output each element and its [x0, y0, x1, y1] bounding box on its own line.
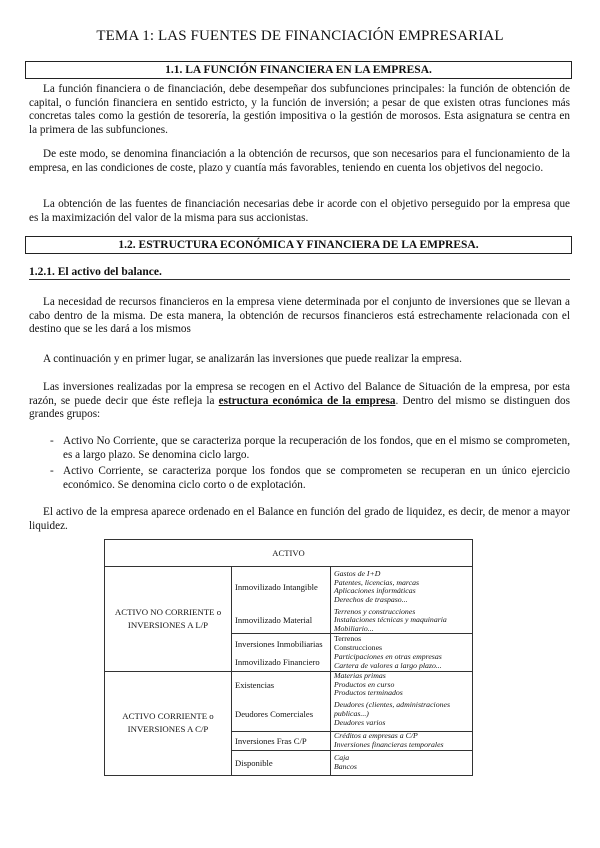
text-run: Las inversiones realizadas por la empresa se recogen en el Activo del Balance de Situación de la empresa, por esta razón, se puede decir que éste refleja la	[29, 381, 570, 407]
balance-asset-table	[104, 539, 473, 776]
list-item	[50, 465, 570, 492]
asset-item: Créditos a empresas a C/P	[334, 730, 418, 740]
asset-item: Instalaciones técnicas y maquinaria	[334, 615, 447, 625]
asset-item: Mobiliario...	[334, 623, 374, 633]
paragraph: A continuación y en primer lugar, se analizarán las inversiones que puede realizar la empresa.	[43, 353, 462, 365]
asset-item: Terrenos	[334, 633, 362, 643]
asset-item: Bancos	[334, 761, 357, 771]
group-label-line: INVERSIONES A L/P	[127, 620, 209, 631]
asset-item: Deudores varios	[334, 717, 386, 727]
asset-item: publicas...)	[334, 709, 369, 719]
section-heading-2: 1.2. ESTRUCTURA ECONÓMICA Y FINANCIERA DE LA EMPRESA.	[25, 236, 572, 254]
asset-items	[331, 634, 473, 653]
asset-item: Gastos de I+D	[334, 569, 381, 579]
asset-item: Productos terminados	[334, 688, 403, 698]
paragraph: El activo de la empresa aparece ordenado en el Balance en función del grado de liquidez, es decir, de menor a mayor liquidez.	[29, 506, 570, 532]
asset-item: Inversiones financieras temporales	[334, 739, 444, 749]
asset-item: Cartera de valores a largo plazo...	[334, 661, 442, 671]
paragraph	[29, 381, 570, 422]
list-item-text: Activo Corriente, se caracteriza porque los fondos que se comprometen se recuperan en un único ejercicio económico. Se denomina ciclo corto o de explotación.	[63, 465, 570, 491]
list-item	[50, 435, 570, 462]
noncurrent-group-label	[105, 567, 232, 672]
current-group-label	[105, 672, 232, 775]
asset-item: Deudores (clientes, administraciones	[334, 700, 450, 710]
asset-category: Existencias	[232, 672, 331, 698]
bullet-dash: -	[50, 435, 54, 447]
asset-category: Disponible	[232, 750, 331, 775]
group-label-line: ACTIVO CORRIENTE o	[122, 711, 214, 722]
paragraph: La función financiera o de financiación, debe desempeñar dos subfunciones principales: la función de obtención de capital, o función financiera en sentido estricto, y la función de inversión; a pesar de que existen otras funciones más concretas tales como la gestión de tesorería, la gestión impositiva o la gestión de morosos. Esta asignatura se centra en la primera de las subfunciones.	[29, 83, 570, 137]
asset-category: Deudores Comerciales	[232, 698, 331, 731]
asset-items	[331, 750, 473, 775]
asset-items	[331, 698, 473, 731]
asset-item: Materias primas	[334, 671, 386, 681]
asset-category: Inmovilizado Intangible	[232, 567, 331, 608]
group-label-line: INVERSIONES A C/P	[127, 724, 209, 735]
asset-item: Aplicaciones informáticas	[334, 586, 416, 596]
asset-items	[331, 731, 473, 750]
asset-item: Terrenos y construcciones	[334, 606, 416, 616]
asset-items	[331, 672, 473, 698]
asset-items	[331, 653, 473, 672]
bullet-dash: -	[50, 465, 54, 477]
emphasized-term: estructura económica de la empresa	[218, 394, 396, 407]
group-label-line: ACTIVO NO CORRIENTE o	[114, 607, 222, 618]
list-item-text: Activo No Corriente, que se caracteriza porque la recuperación de los fondos, que en el mismo se comprometen, es a largo plazo. Se denomina ciclo largo.	[63, 435, 570, 461]
asset-item: Caja	[334, 752, 350, 762]
section-heading-1: 1.1. LA FUNCIÓN FINANCIERA EN LA EMPRESA.	[25, 61, 572, 79]
asset-category: Inversiones Fras C/P	[232, 731, 331, 750]
paragraph: La obtención de las fuentes de financiación necesarias debe ir acorde con el objetivo perseguido por la empresa que es la maximización del valor de la misma para sus accionistas.	[29, 198, 570, 224]
asset-items	[331, 608, 473, 634]
paragraph: De este modo, se denomina financiación a la obtención de recursos, que son necesarios para el funcionamiento de la empresa, en las condiciones de coste, plazo y cuantía más favorables, teniendo en cuenta los objetivos del negocio.	[29, 148, 570, 174]
asset-item: Productos en curso	[334, 679, 395, 689]
text-run: . Dentro del mismo se distinguen dos grandes grupos:	[29, 394, 570, 421]
subsection-heading: 1.2.1. El activo del balance.	[29, 266, 570, 280]
asset-items	[331, 567, 473, 608]
paragraph: La necesidad de recursos financieros en la empresa viene determinada por el conjunto de inversiones que se llevan a cabo dentro de la misma. De esta manera, la obtención de recursos financieros está estrechamente relacionada con el destino que se les dará a los mismos	[29, 296, 570, 336]
asset-category: Inmovilizado Material	[232, 608, 331, 634]
asset-item: Patentes, licencias, marcas	[334, 577, 420, 587]
asset-item: Construcciones	[334, 642, 383, 652]
asset-item: Derechos de traspaso...	[334, 594, 408, 604]
asset-category: Inmovilizado Financiero	[232, 653, 331, 672]
page-title: TEMA 1: LAS FUENTES DE FINANCIACIÓN EMPRESARIAL	[96, 28, 504, 44]
asset-item: Participaciones en otras empresas	[334, 652, 442, 662]
table-header: ACTIVO	[105, 540, 473, 567]
asset-category: Inversiones Inmobiliarias	[232, 634, 331, 653]
